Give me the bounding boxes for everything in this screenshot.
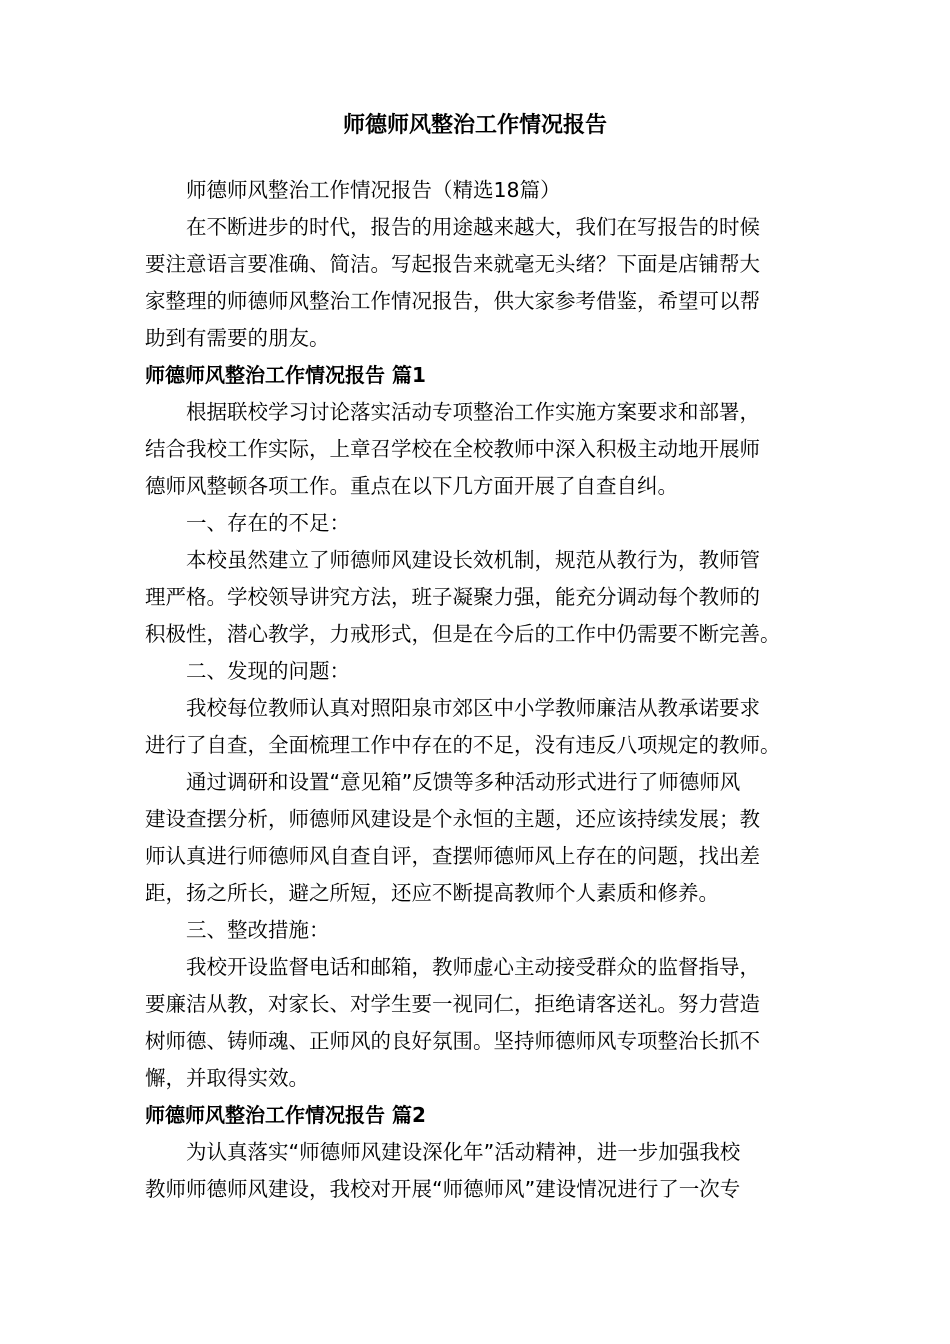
paragraph-line: 我校开设监督电话和邮箱，教师虚心主动接受群众的监督指导， (186, 955, 760, 979)
paragraph-line: 师德师风整治工作情况报告（精选18篇） (186, 178, 561, 202)
paragraph-line: 德师风整顿各项工作。重点在以下几方面开展了自查自纠。 (145, 474, 678, 498)
section-heading: 师德师风整治工作情况报告 篇2 (145, 1103, 426, 1127)
document-body (145, 172, 815, 1208)
paragraph-line: 家整理的师德师风整治工作情况报告，供大家参考借鉴，希望可以帮 (145, 289, 760, 313)
paragraph-line: 树师德、铸师魂、正师风的良好氛围。坚持师德师风专项整治长抓不 (145, 1029, 760, 1053)
paragraph-line: 我校每位教师认真对照阳泉市郊区中小学教师廉洁从教承诺要求 (186, 696, 760, 720)
paragraph-line: 进行了自查，全面梳理工作中存在的不足，没有违反八项规定的教师。 (145, 733, 781, 757)
paragraph-line: 结合我校工作实际，上章召学校在全校教师中深入积极主动地开展师 (145, 437, 760, 461)
paragraph-line: 一、存在的不足： (186, 511, 350, 535)
paragraph-line: 为认真落实“师德师风建设深化年”活动精神，进一步加强我校 (186, 1140, 741, 1164)
paragraph-line: 积极性，潜心教学，力戒形式，但是在今后的工作中仍需要不断完善。 (145, 622, 781, 646)
paragraph-line: 助到有需要的朋友。 (145, 326, 330, 350)
paragraph-line: 本校虽然建立了师德师风建设长效机制，规范从教行为，教师管 (186, 548, 760, 572)
document-title: 师德师风整治工作情况报告 (342, 113, 607, 138)
paragraph-line: 二、发现的问题： (186, 659, 350, 683)
section-heading: 师德师风整治工作情况报告 篇1 (145, 363, 426, 387)
paragraph-line: 要注意语言要准确、简洁。写起报告来就毫无头绪？下面是店铺帮大 (145, 252, 760, 276)
paragraph-line: 师认真进行师德师风自查自评，查摆师德师风上存在的问题，找出差 (145, 844, 760, 868)
paragraph-line: 距，扬之所长，避之所短，还应不断提高教师个人素质和修养。 (145, 881, 719, 905)
paragraph-line: 根据联校学习讨论落实活动专项整治工作实施方案要求和部署， (186, 400, 760, 424)
paragraph-line: 建设查摆分析，师德师风建设是个永恒的主题，还应该持续发展；教 (145, 807, 760, 831)
paragraph-line: 懈，并取得实效。 (145, 1066, 309, 1090)
paragraph-line: 要廉洁从教，对家长、对学生要一视同仁，拒绝请客送礼。努力营造 (145, 992, 760, 1016)
paragraph-line: 理严格。学校领导讲究方法，班子凝聚力强，能充分调动每个教师的 (145, 585, 760, 609)
paragraph-line: 教师师德师风建设，我校对开展“师德师风”建设情况进行了一次专 (145, 1177, 741, 1201)
paragraph-line: 三、整改措施： (186, 918, 330, 942)
paragraph-line: 在不断进步的时代，报告的用途越来越大，我们在写报告的时候 (186, 215, 760, 239)
paragraph-line: 通过调研和设置“意见箱”反馈等多种活动形式进行了师德师风 (186, 770, 741, 794)
